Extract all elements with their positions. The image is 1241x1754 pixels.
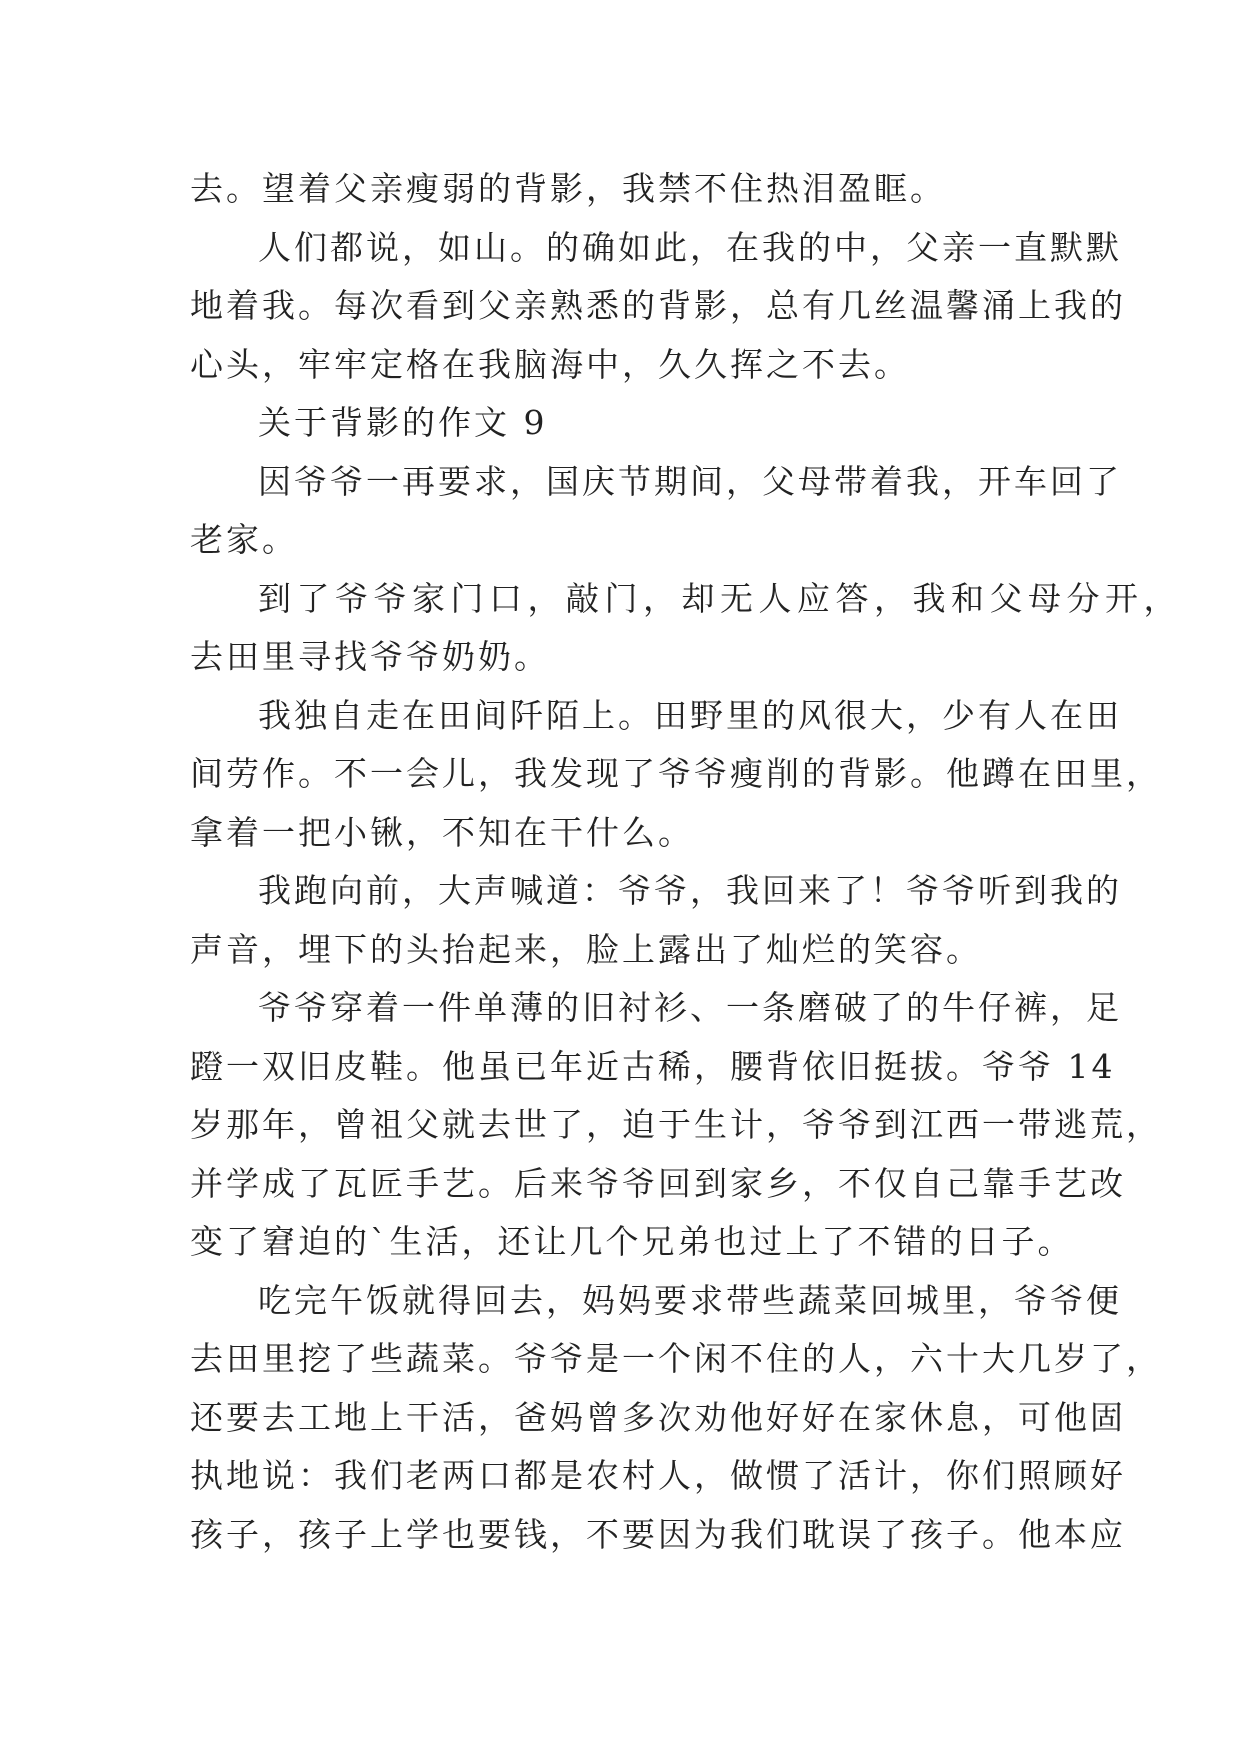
text-line: 我跑向前，大声喊道：爷爷，我回来了！爷爷听到我的 <box>258 871 1122 910</box>
text-line: 执地说：我们老两口都是农村人，做惯了活计，你们照顾好 <box>190 1456 1126 1495</box>
text-line: 岁那年，曾祖父就去世了，迫于生计，爷爷到江西一带逃荒， <box>190 1105 1162 1144</box>
section-heading: 关于背影的作文 9 <box>258 403 548 442</box>
text-line: 孩子，孩子上学也要钱，不要因为我们耽误了孩子。他本应 <box>190 1514 1126 1554</box>
text-line: 我独自走在田间阡陌上。田野里的风很大，少有人在田 <box>258 695 1122 735</box>
text-line: 声音，埋下的头抬起来，脸上露出了灿烂的笑容。 <box>190 929 982 969</box>
document-body <box>190 160 1182 1564</box>
text-line: 吃完午饭就得回去，妈妈要求带些蔬菜回城里，爷爷便 <box>258 1280 1122 1320</box>
text-line: 去田里寻找爷爷奶奶。 <box>190 637 550 676</box>
text-line: 并学成了瓦匠手艺。后来爷爷回到家乡，不仅自己靠手艺改 <box>190 1163 1126 1203</box>
text-line: 间劳作。不一会儿，我发现了爷爷瘦削的背影。他蹲在田里， <box>190 754 1162 793</box>
text-line: 变了窘迫的`生活，还让几个兄弟也过上了不错的日子。 <box>190 1222 1074 1261</box>
text-line: 心头，牢牢定格在我脑海中，久久挥之不去。 <box>190 344 910 384</box>
text-line: 因爷爷一再要求，国庆节期间，父母带着我，开车回了 <box>258 461 1122 501</box>
text-line: 去。望着父亲瘦弱的背影，我禁不住热泪盈眶。 <box>190 169 946 208</box>
text-line: 去田里挖了些蔬菜。爷爷是一个闲不住的人，六十大几岁了， <box>190 1339 1162 1378</box>
text-line: 爷爷穿着一件单薄的旧衬衫、一条磨破了的牛仔裤，足 <box>258 988 1122 1027</box>
text-line: 人们都说，如山。的确如此，在我的中，父亲一直默默 <box>258 227 1122 267</box>
text-line: 拿着一把小锹，不知在干什么。 <box>190 812 694 852</box>
text-line: 蹬一双旧皮鞋。他虽已年近古稀，腰背依旧挺拔。爷爷 14 <box>190 1046 1116 1086</box>
text-line: 还要去工地上干活，爸妈曾多次劝他好好在家休息，可他固 <box>190 1397 1126 1437</box>
text-line: 老家。 <box>190 520 298 559</box>
text-line: 地着我。每次看到父亲熟悉的背影，总有几丝温馨涌上我的 <box>190 286 1126 325</box>
text-line: 到了爷爷家门口，敲门，却无人应答，我和父母分开， <box>258 578 1182 618</box>
